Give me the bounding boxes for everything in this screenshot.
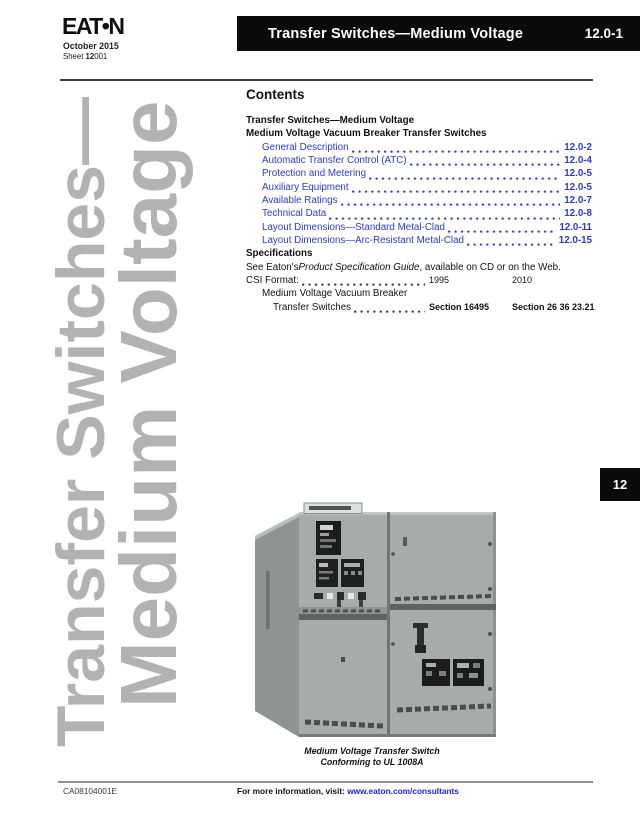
csi-section-2010: Section 26 36 23.21	[512, 301, 595, 312]
toc-page-ref: 12.0-8	[564, 208, 592, 220]
specifications-sentence	[246, 261, 592, 274]
csi-label: CSI Format:	[246, 275, 299, 287]
toc-label: Layout Dimensions—Arc-Resistant Metal-Clad	[262, 235, 464, 247]
header-rule	[60, 79, 593, 81]
sidebar-title-line2: Medium Voltage	[104, 100, 193, 708]
toc-label: Technical Data	[262, 208, 327, 220]
page-title: Transfer Switches—Medium Voltage	[268, 25, 524, 42]
csi-item-line1: Medium Voltage Vacuum Breaker	[262, 288, 408, 300]
sidebar-title-line1: Transfer Switches—	[43, 96, 119, 747]
toc-page-ref: 12.0-15	[558, 235, 592, 247]
spec-text-suffix: , available on CD or on the Web.	[419, 261, 561, 273]
footer-rule	[58, 781, 593, 783]
contents-group-2: Medium Voltage Vacuum Breaker Transfer Switches	[246, 128, 487, 140]
toc-label: Auxiliary Equipment	[262, 181, 349, 193]
toc-page-ref: 12.0-5	[564, 181, 592, 193]
contents-heading: Contents	[246, 87, 305, 102]
sheet-number-bold: 12	[85, 52, 95, 61]
dot-leader	[410, 158, 561, 167]
contents-section	[246, 87, 595, 314]
toc-label: Layout Dimensions—Standard Metal-Clad	[262, 221, 445, 233]
transfer-switch-photo	[247, 499, 497, 741]
toc-entry-available-ratings[interactable]	[246, 194, 592, 207]
eaton-logo: EAT•N	[62, 13, 124, 39]
specifications-heading: Specifications	[246, 248, 313, 260]
dot-leader	[369, 172, 560, 181]
sheet-number	[63, 52, 107, 61]
dot-leader	[352, 145, 561, 154]
spec-guide-title: Product Specification Guide	[298, 261, 420, 273]
toc-entry-layout-standard-metal-clad[interactable]	[246, 221, 592, 234]
csi-year-1995: 1995	[429, 275, 450, 286]
toc-label: Automatic Transfer Control (ATC)	[262, 155, 407, 167]
contents-group-1: Transfer Switches—Medium Voltage	[246, 115, 415, 126]
dot-leader	[329, 212, 560, 221]
chapter-tab: 12	[600, 468, 640, 501]
toc-page-ref: 12.0-4	[564, 155, 592, 167]
dot-leader	[448, 225, 555, 234]
dot-leader	[352, 185, 561, 194]
toc-page-ref: 12.0-2	[564, 141, 592, 153]
toc-page-ref: 12.0-11	[559, 221, 592, 233]
toc-page-ref: 12.0-7	[564, 195, 592, 207]
toc-entry-layout-arc-resistant-metal-clad[interactable]	[246, 234, 592, 247]
sheet-label: Sheet	[63, 52, 86, 61]
figure-caption-line1: Medium Voltage Transfer Switch	[304, 746, 440, 756]
figure-caption-line2: Conforming to UL 1008A	[320, 757, 424, 767]
csi-item-line2	[246, 301, 595, 314]
footer-info-text: For more information, visit:	[237, 786, 348, 796]
toc-label: General Description	[262, 141, 349, 153]
csi-item-label: Transfer Switches	[273, 301, 352, 313]
toc-entry-protection-and-metering[interactable]	[246, 167, 592, 180]
publication-date: October 2015	[63, 41, 119, 51]
toc-entry-auxiliary-equipment[interactable]	[246, 181, 592, 194]
toc-page-ref: 12.0-5	[564, 168, 592, 180]
toc-label: Available Ratings	[262, 195, 338, 207]
header-title-bar	[237, 16, 640, 51]
footer-info	[237, 786, 459, 796]
dot-leader	[302, 278, 425, 287]
spec-text-prefix: See Eaton's	[246, 261, 299, 273]
dot-leader	[354, 305, 425, 314]
dot-leader	[341, 198, 561, 207]
page-number: 12.0-1	[584, 26, 623, 41]
figure-caption	[247, 746, 497, 768]
csi-year-2010: 2010	[512, 275, 533, 286]
dot-leader	[467, 238, 555, 247]
document-number: CA08104001E	[63, 786, 117, 796]
toc-label: Protection and Metering	[262, 168, 367, 180]
csi-format-row	[246, 274, 592, 287]
footer-link[interactable]: www.eaton.com/consultants	[347, 786, 459, 796]
csi-section-1995: Section 16495	[429, 301, 490, 312]
toc-entry-technical-data[interactable]	[246, 207, 592, 220]
sheet-number-rest: 001	[94, 52, 108, 61]
toc-entry-general-description[interactable]	[246, 141, 592, 154]
toc-entry-automatic-transfer-control[interactable]	[246, 154, 592, 167]
